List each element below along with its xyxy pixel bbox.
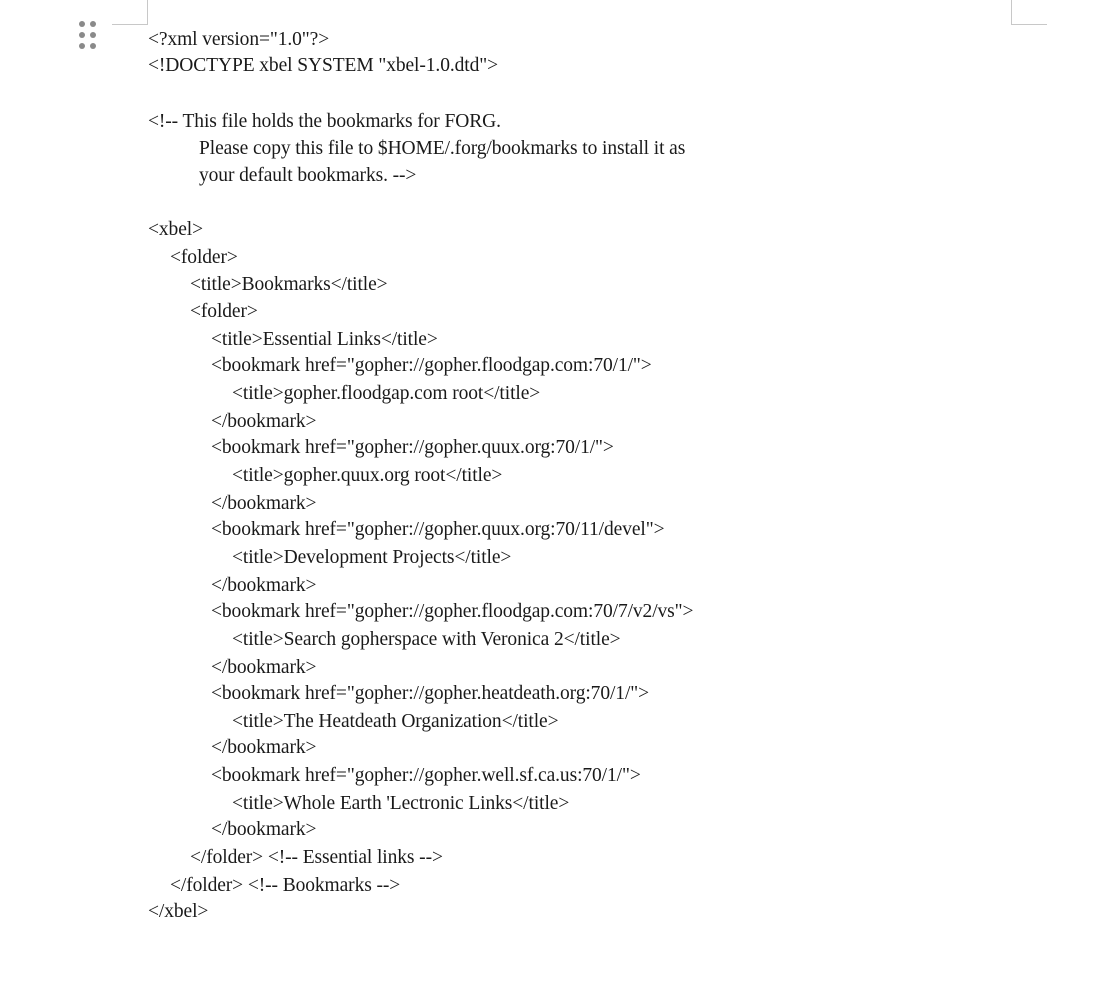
folder-open-line: <folder> (170, 247, 238, 268)
crop-mark-top-left (112, 0, 148, 25)
bookmark-open-line: <bookmark href="gopher://gopher.floodgap.com:70/1/"> (211, 355, 652, 376)
crop-mark-top-right (1011, 0, 1047, 25)
drag-dot (90, 32, 96, 38)
drag-dot (79, 32, 85, 38)
title-line: <title>gopher.quux.org root</title> (232, 465, 503, 486)
drag-handle-icon[interactable] (79, 21, 97, 51)
comment-line: your default bookmarks. --> (199, 165, 417, 186)
folder-close-line: </folder> <!-- Essential links --> (190, 847, 443, 868)
title-line: <title>Bookmarks</title> (190, 274, 388, 295)
title-line: <title>gopher.floodgap.com root</title> (232, 383, 541, 404)
comment-line: <!-- This file holds the bookmarks for FORG. (148, 111, 501, 132)
xbel-close-line: </xbel> (148, 901, 209, 922)
bookmark-close-line: </bookmark> (211, 819, 317, 840)
bookmark-open-line: <bookmark href="gopher://gopher.floodgap.com:70/7/v2/vs"> (211, 601, 694, 622)
title-line: <title>Essential Links</title> (211, 329, 438, 350)
title-line: <title>Search gopherspace with Veronica 2</title> (232, 629, 621, 650)
bookmark-close-line: </bookmark> (211, 411, 317, 432)
doctype-line: <!DOCTYPE xbel SYSTEM "xbel-1.0.dtd"> (148, 55, 498, 76)
bookmark-open-line: <bookmark href="gopher://gopher.quux.org:70/1/"> (211, 437, 614, 458)
drag-dot (90, 43, 96, 49)
bookmark-open-line: <bookmark href="gopher://gopher.quux.org:70/11/devel"> (211, 519, 665, 540)
title-line: <title>Whole Earth 'Lectronic Links</title> (232, 793, 570, 814)
xml-declaration-line: <?xml version="1.0"?> (148, 29, 330, 50)
bookmark-close-line: </bookmark> (211, 575, 317, 596)
comment-line: Please copy this file to $HOME/.forg/bookmarks to install it as (199, 138, 686, 159)
title-line: <title>The Heatdeath Organization</title> (232, 711, 559, 732)
bookmark-close-line: </bookmark> (211, 657, 317, 678)
drag-dot (90, 21, 96, 27)
xbel-open-line: <xbel> (148, 219, 203, 240)
drag-dot (79, 21, 85, 27)
bookmark-open-line: <bookmark href="gopher://gopher.well.sf.ca.us:70/1/"> (211, 765, 641, 786)
folder-open-line: <folder> (190, 301, 258, 322)
bookmark-open-line: <bookmark href="gopher://gopher.heatdeath.org:70/1/"> (211, 683, 650, 704)
drag-dot (79, 43, 85, 49)
title-line: <title>Development Projects</title> (232, 547, 512, 568)
folder-close-line: </folder> <!-- Bookmarks --> (170, 875, 401, 896)
bookmark-close-line: </bookmark> (211, 493, 317, 514)
bookmark-close-line: </bookmark> (211, 737, 317, 758)
